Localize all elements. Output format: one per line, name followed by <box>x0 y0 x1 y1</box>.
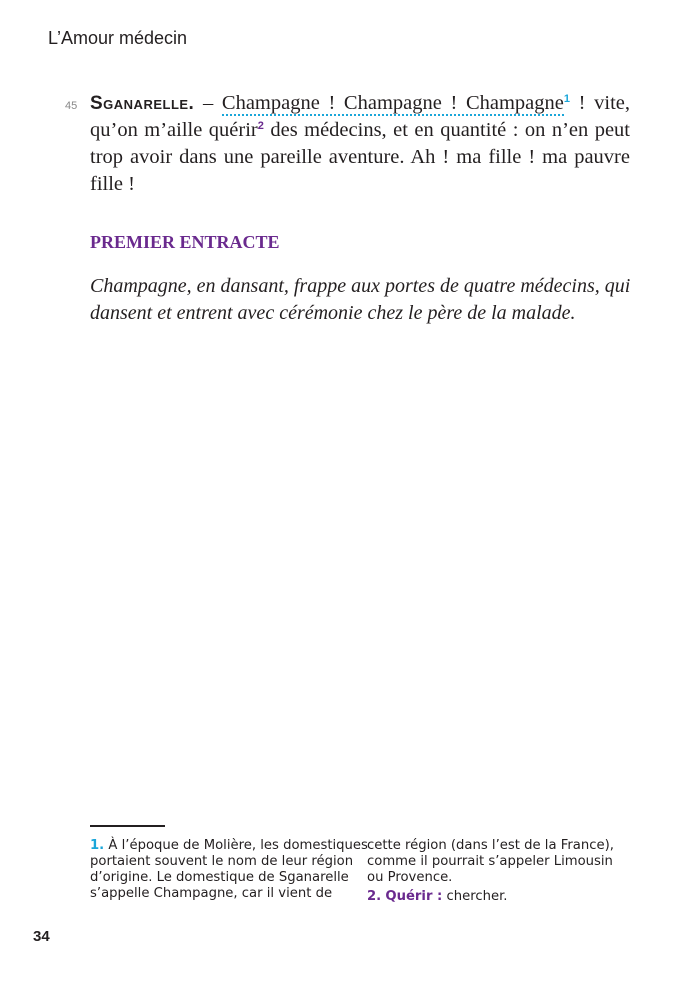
speech-line-4: fille ! <box>90 173 135 195</box>
footnote-2-number: 2. <box>367 889 382 904</box>
footnote-divider <box>90 825 165 827</box>
footnote-text: s’appelle Champagne, car il vient de <box>90 886 333 901</box>
footnote-text: ou Provence. <box>367 870 453 885</box>
footnote-1-number: 1. <box>90 838 105 853</box>
footnotes-right-column <box>367 838 627 905</box>
footnote-text: cette région (dans l’est de la France), <box>367 838 614 853</box>
footnote-text: comme il pourrait s’appeler Limousin <box>367 854 613 869</box>
dash: – <box>194 92 222 114</box>
verse-number: 45 <box>65 100 78 112</box>
footnote-ref-1[interactable]: 1 <box>563 93 571 105</box>
footnote-text: À l’époque de Molière, les domestiques <box>108 838 368 853</box>
glossed-term[interactable]: Champagne ! Champagne ! Champagne <box>221 92 564 114</box>
footnotes-left-column <box>90 838 368 902</box>
speech-line-3: trop avoir dans une pareille aventure. Ah ! ma fille ! ma pauvre <box>90 146 630 168</box>
entracte-heading: PREMIER ENTRACTE <box>90 232 280 252</box>
speaker-name: Sganarelle. <box>90 93 195 114</box>
footnote-2-term: Quérir : <box>385 889 443 904</box>
footnote-ref-2[interactable]: 2 <box>257 120 264 132</box>
speech-text: des médecins, et en quantité : on n’en peut <box>263 119 630 141</box>
running-head: L’Amour médecin <box>48 28 188 48</box>
stage-line: Champagne, en dansant, frappe aux portes de quatre médecins, qui <box>90 275 631 297</box>
speech-text: qu’on m’aille quérir <box>90 119 258 141</box>
footnote-text: chercher. <box>442 889 508 904</box>
footnote-text: d’origine. Le domestique de Sganarelle <box>90 870 349 885</box>
speech-text: ! vite, <box>570 92 631 114</box>
speech-paragraph <box>90 90 630 198</box>
stage-line: dansent et entrent avec cérémonie chez le père de la malade. <box>90 302 576 324</box>
page-number: 34 <box>33 928 50 945</box>
speech-line-2 <box>90 117 630 144</box>
stage-direction <box>90 273 631 327</box>
footnote-text: portaient souvent le nom de leur région <box>90 854 354 869</box>
speech-line-1 <box>90 90 630 117</box>
